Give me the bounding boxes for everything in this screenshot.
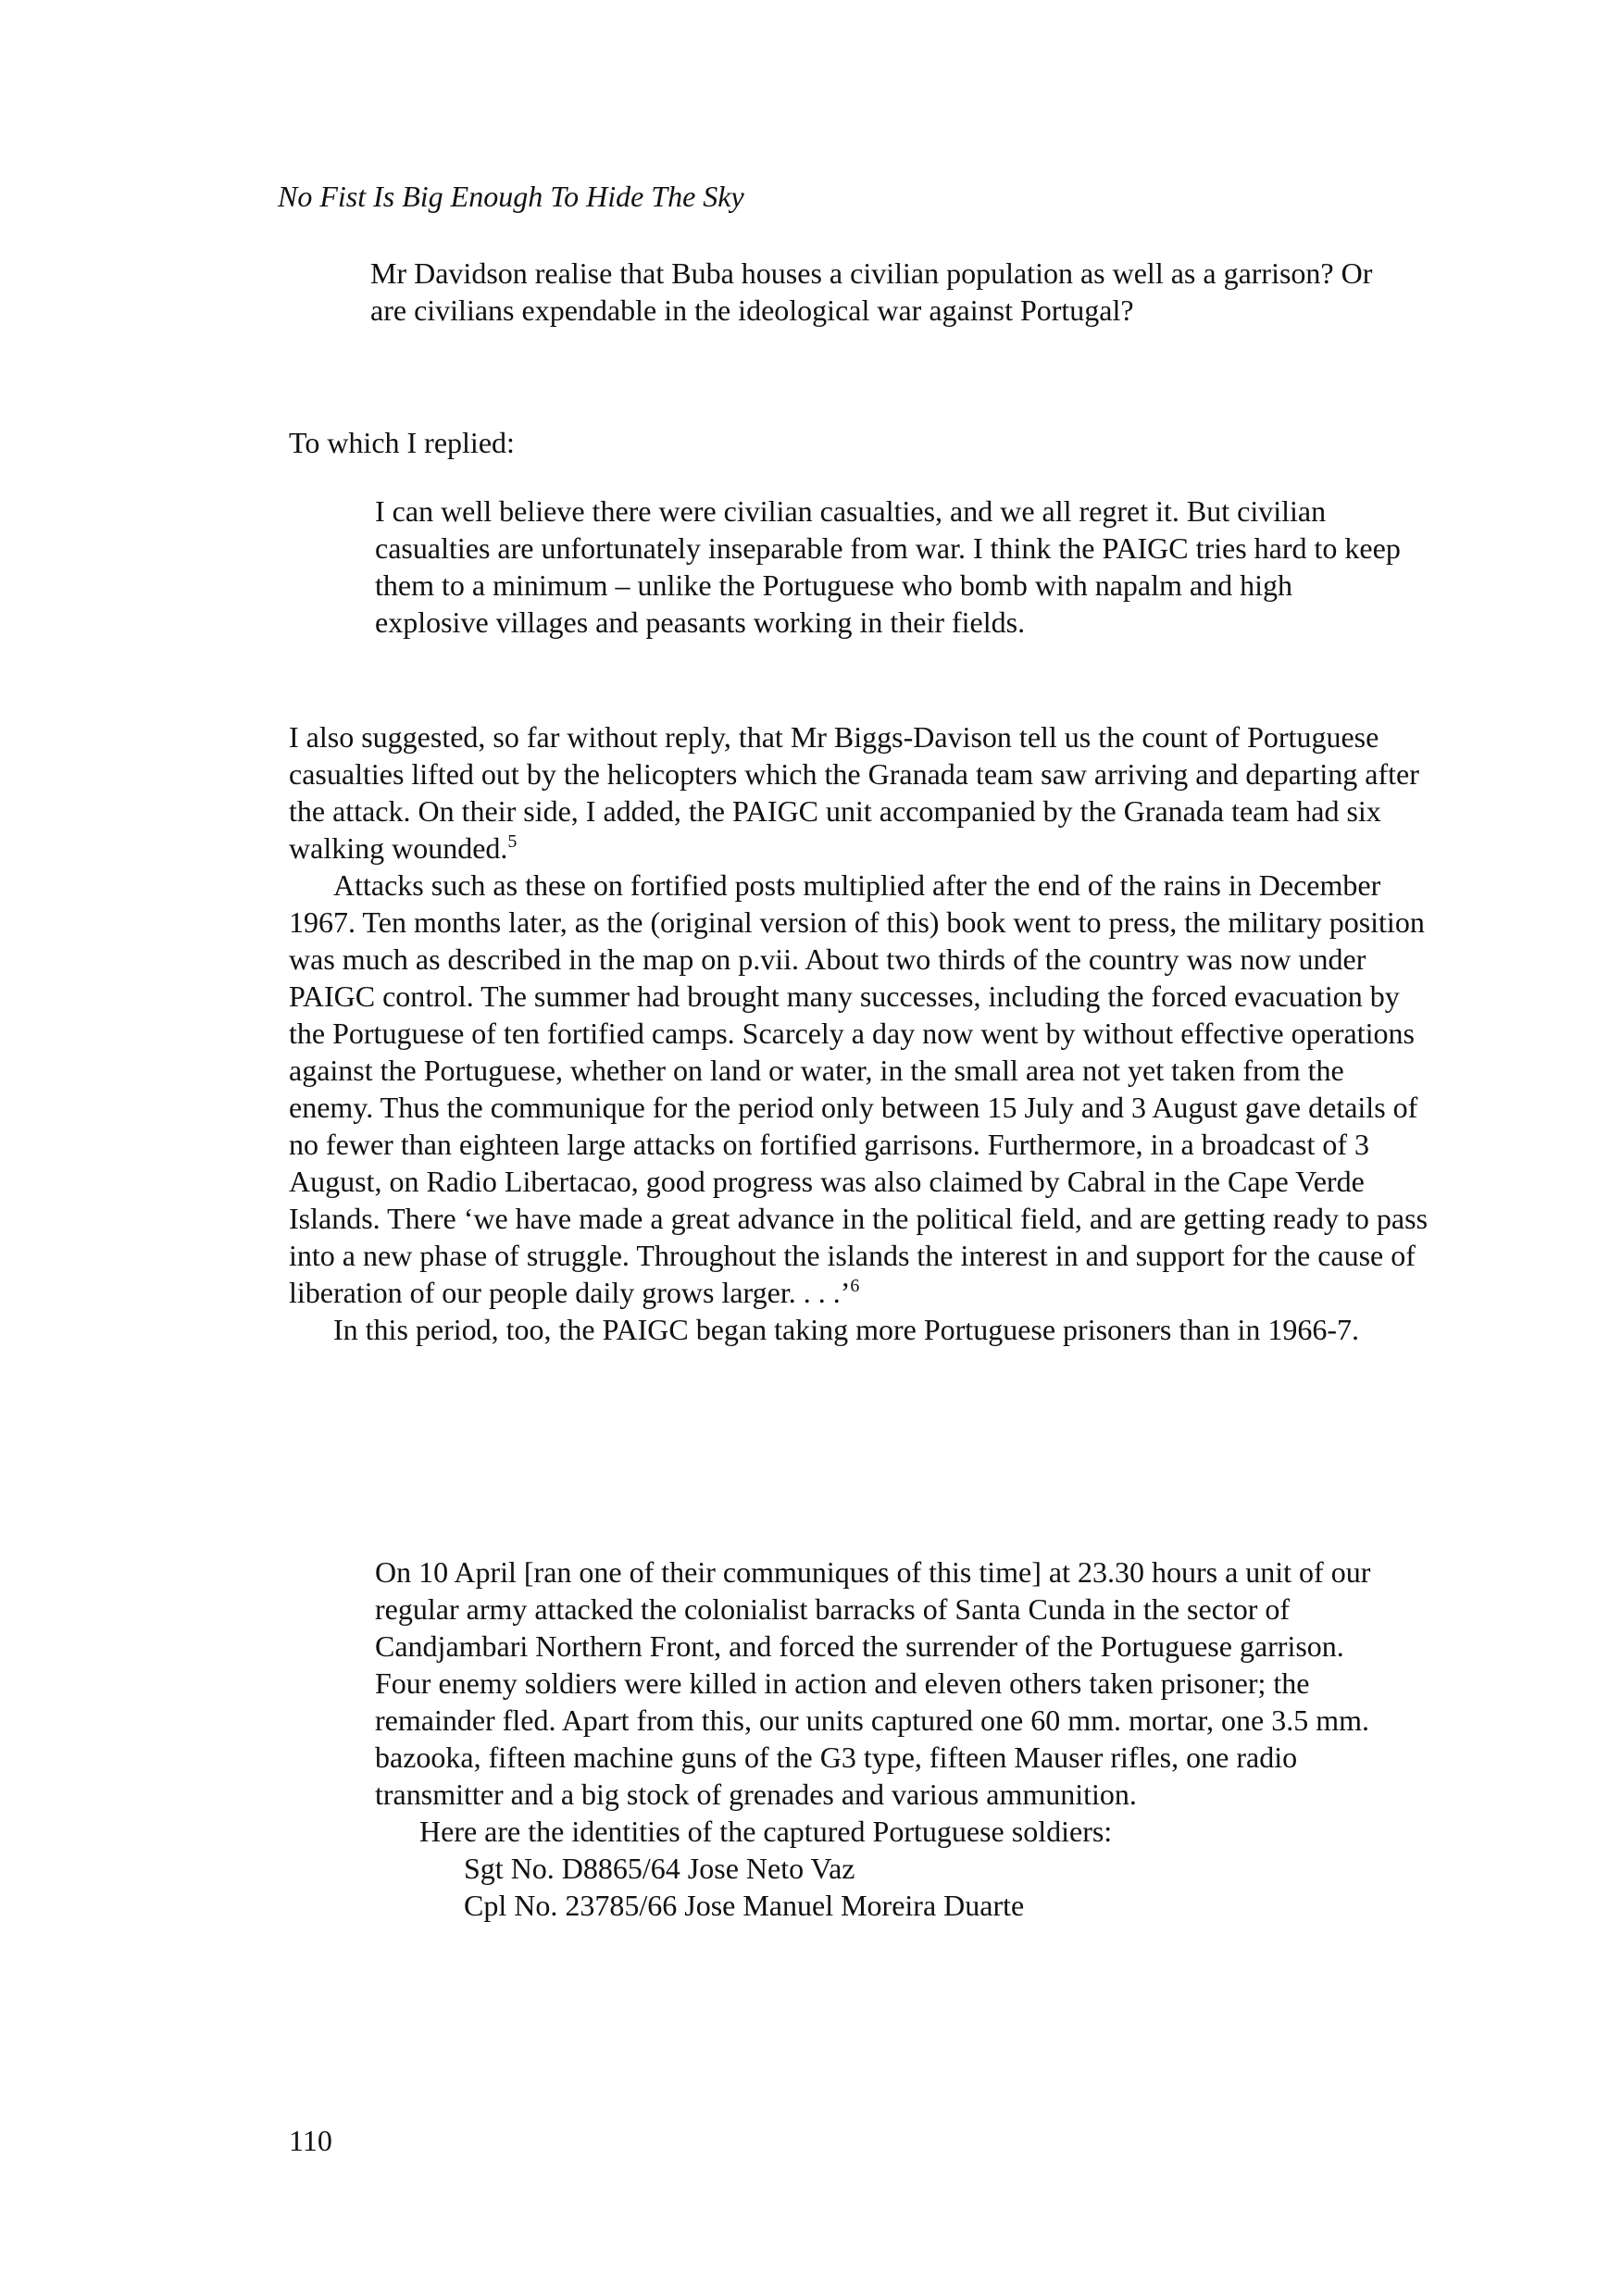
paragraph-attacks xyxy=(289,867,1432,1311)
paragraph-two-text: Attacks such as these on fortified posts multiplied after the end of the rains in December 1967. Ten months later, as the (original version of this) book went to press, the military position was much as described in the map on p.vii. About two thirds of the country was now under PAIGC control. The summer had brought many successes, including the forced evacuation by the Portuguese of ten fortified camps. Scarcely a day now went by without effective operations against the Portuguese, whether on land or water, in the small area not yet taken from the enemy. Thus the communique for the period only between 15 July and 3 August gave details of no fewer than eighteen large attacks on fortified garrisons. Furthermore, in a broadcast of 3 August, on Radio Libertacao, good progress was also claimed by Cabral in the Cape Verde Islands. There ‘we have made a great advance in the political field, and are getting ready to pass into a new phase of struggle. Throughout the islands the interest in and support for the cause of liberation of our people daily grows larger. . . .’ xyxy=(289,868,1429,1309)
paragraph-biggs-davison xyxy=(289,718,1432,867)
soldier-item: Cpl No. 23785/66 Jose Manuel Moreira Duarte xyxy=(464,1889,1025,1922)
block-quote-davidson: Mr Davidson realise that Buba houses a civilian population as well as a garrison? Or are civilians expendable in the ideological war against Portugal? xyxy=(370,256,1373,327)
soldier-list xyxy=(375,1850,1403,1924)
soldier-item: Sgt No. D8865/64 Jose Neto Vaz xyxy=(464,1852,855,1885)
block-quote-communique xyxy=(375,1554,1403,1924)
identities-intro: Here are the identities of the captured Portuguese soldiers: xyxy=(419,1815,1113,1848)
block-quote-reply: I can well believe there were civilian casualties, and we all regret it. But civilian casualties are unfortunately inseparable from war. I think the PAIGC tries hard to keep them to a minimum – unlike the Portuguese who bomb with napalm and high explosive villages and peasants working in their fields. xyxy=(375,494,1401,639)
communique-text: On 10 April [ran one of their communiques of this time] at 23.30 hours a unit of our regular army attacked the colonialist barracks of Santa Cunda in the sector of Candjambari Northern Front, and forced the surrender of the Portuguese garrison. Four enemy soldiers were killed in action and eleven others taken prisoner; the remainder fled. Apart from this, our units captured one 60 mm. mortar, one 3.5 mm. bazooka, fifteen machine guns of the G3 type, fifteen Mauser rifles, one radio transmitter and a big stock of grenades and various ammunition. xyxy=(375,1555,1371,1811)
reply-intro: To which I replied: xyxy=(289,426,515,459)
running-head: No Fist Is Big Enough To Hide The Sky xyxy=(278,180,744,213)
body-text xyxy=(289,718,1432,1348)
paragraph-one-text: I also suggested, so far without reply, that Mr Biggs-Davison tell us the count of Portuguese casualties lifted out by the helicopters which the Granada team saw arriving and departing after the attack. On their side, I added, the PAIGC unit accompanied by the Granada team had six walking wounded. xyxy=(289,720,1419,865)
page-number: 110 xyxy=(289,2124,332,2157)
footnote-marker-6: 6 xyxy=(850,1276,860,1296)
paragraph-prisoners: In this period, too, the PAIGC began taking more Portuguese prisoners than in 1966-7. xyxy=(333,1313,1359,1346)
footnote-marker-5: 5 xyxy=(507,831,518,852)
